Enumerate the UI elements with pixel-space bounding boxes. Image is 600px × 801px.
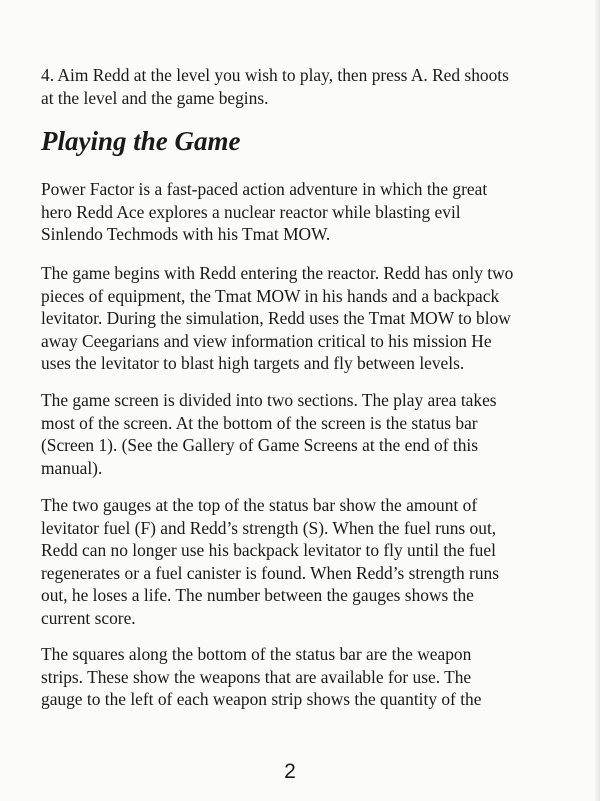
page-number: 2 [284,760,296,783]
text-line: strips. These show the weapons that are available for use. The [41,666,472,687]
intro-paragraph [41,64,561,109]
paragraph-screen-sections [41,389,561,479]
text-line: manual). [41,457,103,478]
text-line: away Ceegarians and view information critical to his mission He [41,330,492,351]
text-line: The game begins with Redd entering the reactor. Redd has only two [41,263,514,283]
text-line: Power Factor is a fast-paced action adventure in which the great [41,179,488,199]
text-line: regenerates or a fuel canister is found. When Redd’s strength runs [41,562,499,583]
text-line: most of the screen. At the bottom of the screen is the status bar [41,412,478,433]
text-line: at the level and the game begins. [41,87,269,108]
text-line: gauge to the left of each weapon strip shows the quantity of the [41,689,482,709]
text-line: Redd can no longer use his backpack levitator to fly until the fuel [41,540,496,560]
paragraph-gauges [41,494,561,629]
text-line: The two gauges at the top of the status bar show the amount of [41,495,478,515]
text-line: Sinlendo Techmods with his Tmat MOW. [41,224,331,244]
paragraph-overview [41,178,561,246]
text-line: levitator. During the simulation, Redd uses the Tmat MOW to blow [41,308,511,328]
text-line: The game screen is divided into two sections. The play area takes [41,390,497,410]
text-line: 4. Aim Redd at the level you wish to play, then press A. Red shoots [41,65,509,85]
paragraph-equipment [41,262,561,375]
section-heading: Playing the Game [41,126,241,156]
text-line: The squares along the bottom of the status bar are the weapon [41,644,472,664]
text-line: out, he loses a life. The number between the gauges shows the [41,585,474,605]
text-line: (Screen 1). (See the Gallery of Game Screens at the end of this [41,435,479,455]
text-line: hero Redd Ace explores a nuclear reactor while blasting evil [41,201,461,222]
paragraph-weapon-strips [41,643,561,711]
text-line: current score. [41,607,136,628]
text-line: pieces of equipment, the Tmat MOW in his hands and a backpack [41,285,500,306]
scan-edge-shadow [594,0,600,801]
text-line: levitator fuel (F) and Redd’s strength (S). When the fuel runs out, [41,517,497,538]
text-line: uses the levitator to blast high targets and fly between levels. [41,353,465,373]
